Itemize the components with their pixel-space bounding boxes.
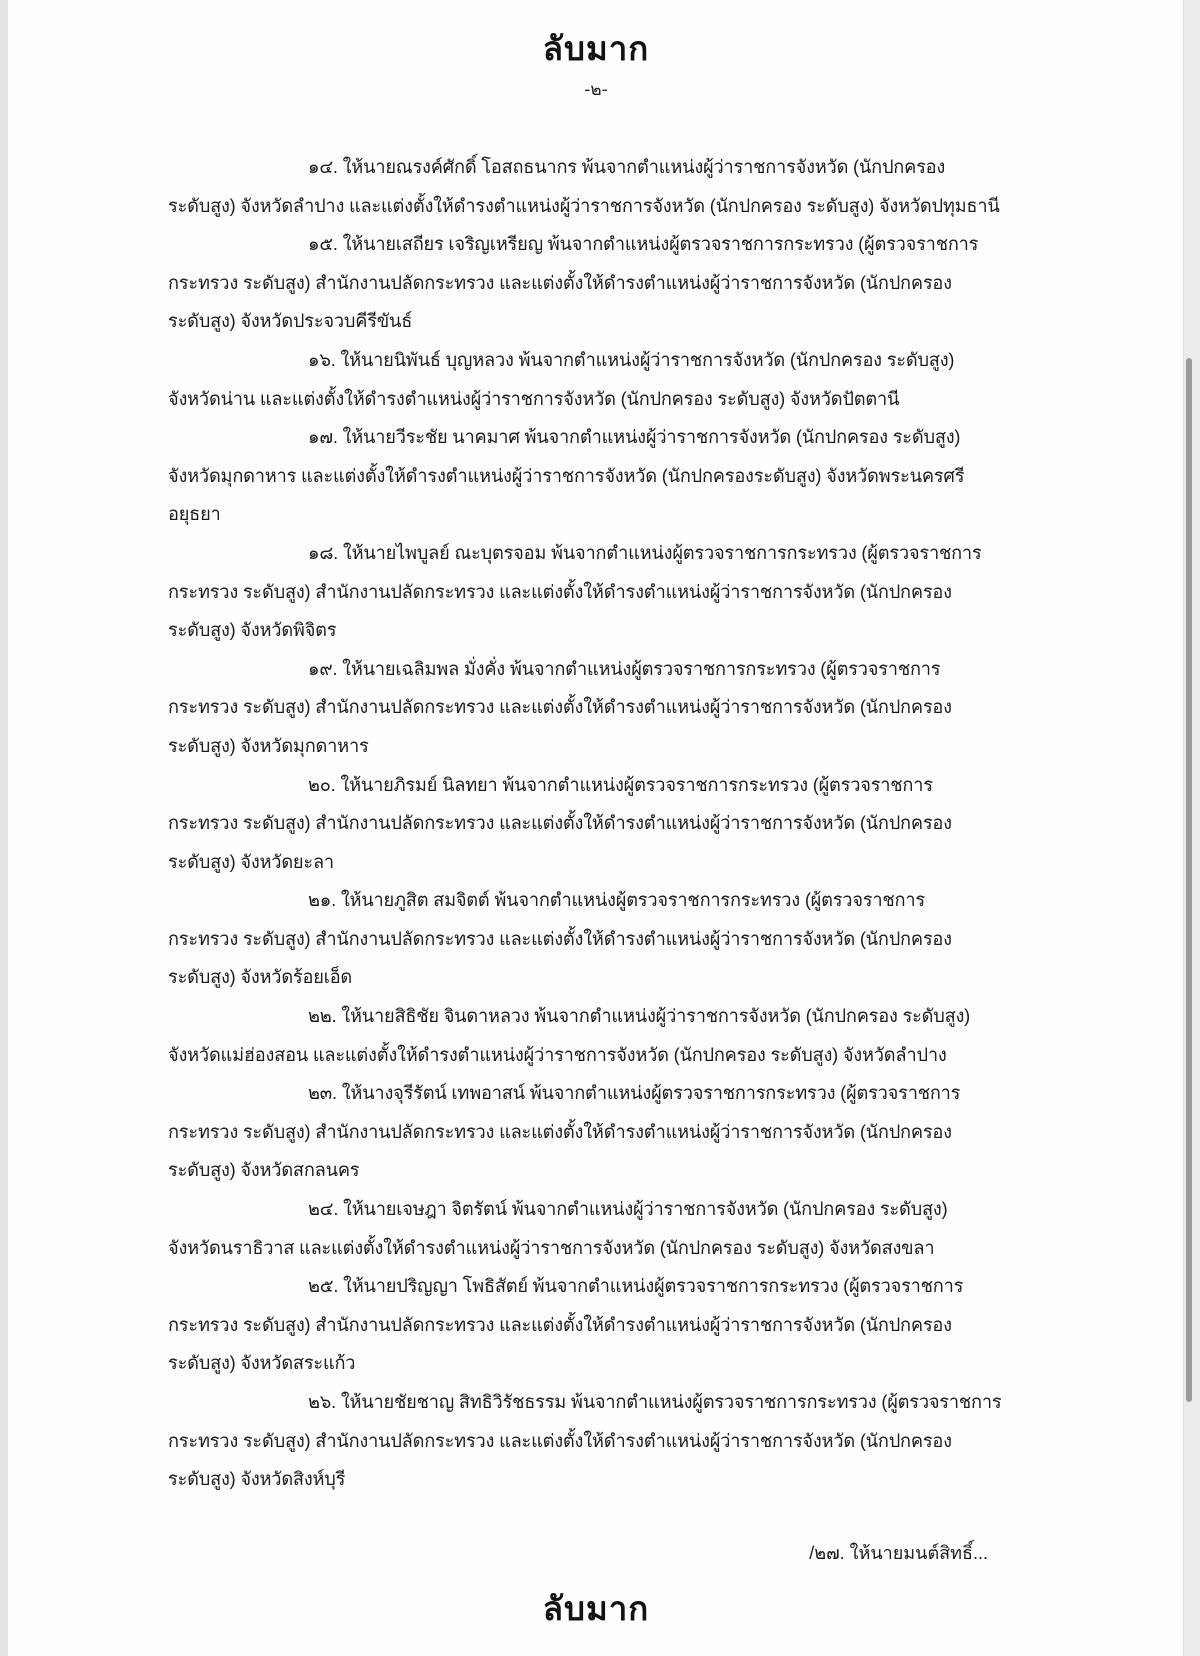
order-item-line: จังหวัดนราธิวาส และแต่งตั้งให้ดำรงตำแหน่งผู้ว่าราชการจังหวัด (นักปกครอง ระดับสูง) จังหวัดสงขลา: [168, 1237, 935, 1258]
left-viewer-margin: [0, 0, 8, 1656]
order-item: [168, 1074, 1086, 1190]
order-item-first-line: ๑๙. ให้นายเฉลิมพล มั่งคั่ง พ้นจากตำแหน่งผู้ตรวจราชการกระทรวง (ผู้ตรวจราชการ: [308, 658, 941, 679]
order-item-line: กระทรวง ระดับสูง) สำนักงานปลัดกระทรวง และแต่งตั้งให้ดำรงตำแหน่งผู้ว่าราชการจังหวัด (นักปกครอง: [168, 581, 952, 602]
order-item-line: กระทรวง ระดับสูง) สำนักงานปลัดกระทรวง และแต่งตั้งให้ดำรงตำแหน่งผู้ว่าราชการจังหวัด (นักปกครอง: [168, 1121, 952, 1142]
page-number: -๒-: [584, 80, 608, 100]
classification-footer: ลับมาก: [542, 1589, 650, 1628]
vertical-scrollbar[interactable]: [1183, 0, 1200, 1656]
order-item-first-line: ๒๑. ให้นายภูสิต สมจิตต์ พ้นจากตำแหน่งผู้ตรวจราชการกระทรวง (ผู้ตรวจราชการ: [308, 890, 925, 911]
order-item: [168, 1267, 1086, 1383]
classification-header: ลับมาก: [542, 29, 650, 68]
order-item-first-line: ๑๘. ให้นายไพบูลย์ ณะบุตรจอม พ้นจากตำแหน่งผู้ตรวจราชการกระทรวง (ผู้ตรวจราชการ: [308, 542, 982, 563]
order-item-line: กระทรวง ระดับสูง) สำนักงานปลัดกระทรวง และแต่งตั้งให้ดำรงตำแหน่งผู้ว่าราชการจังหวัด (นักปกครอง: [168, 697, 952, 718]
order-item-line: จังหวัดแม่ฮ่องสอน และแต่งตั้งให้ดำรงตำแหน่งผู้ว่าราชการจังหวัด (นักปกครอง ระดับสูง) จังหวัดลำปาง: [168, 1044, 947, 1065]
order-item-line: กระทรวง ระดับสูง) สำนักงานปลัดกระทรวง และแต่งตั้งให้ดำรงตำแหน่งผู้ว่าราชการจังหวัด (นักปกครอง: [168, 1430, 952, 1451]
order-item-line: ระดับสูง) จังหวัดลำปาง และแต่งตั้งให้ดำรงตำแหน่งผู้ว่าราชการจังหวัด (นักปกครอง ระดับสูง) จังหวัดปทุมธานี: [168, 195, 1000, 216]
order-item-first-line: ๑๔. ให้นายณรงค์ศักดิ์ โอสถธนากร พ้นจากตำแหน่งผู้ว่าราชการจังหวัด (นักปกครอง: [308, 157, 946, 177]
order-item-first-line: ๑๕. ให้นายเสถียร เจริญเหรียญ พ้นจากตำแหน่งผู้ตรวจราชการกระทรวง (ผู้ตรวจราชการ: [308, 234, 979, 255]
order-item: [168, 1383, 1086, 1499]
order-item-line: ระดับสูง) จังหวัดมุกดาหาร: [168, 735, 369, 756]
order-item-line: ระดับสูง) จังหวัดสระแก้ว: [168, 1353, 356, 1374]
order-item-first-line: ๒๔. ให้นายเจษฎา จิตรัตน์ พ้นจากตำแหน่งผู้ว่าราชการจังหวัด (นักปกครอง ระดับสูง): [308, 1199, 948, 1220]
order-item-line: ระดับสูง) จังหวัดร้อยเอ็ด: [168, 967, 353, 988]
order-item-line: ระดับสูง) จังหวัดสกลนคร: [168, 1160, 360, 1181]
order-item-line: อยุธยา: [168, 504, 221, 525]
order-item-first-line: ๒๐. ให้นายภิรมย์ นิลทยา พ้นจากตำแหน่งผู้ตรวจราชการกระทรวง (ผู้ตรวจราชการ: [308, 774, 933, 795]
order-item-first-line: ๒๕. ให้นายปริญญา โพธิสัตย์ พ้นจากตำแหน่งผู้ตรวจราชการกระทรวง (ผู้ตรวจราชการ: [308, 1276, 964, 1297]
order-item: [168, 534, 1086, 650]
order-item-line: กระทรวง ระดับสูง) สำนักงานปลัดกระทรวง และแต่งตั้งให้ดำรงตำแหน่งผู้ว่าราชการจังหวัด (นักปกครอง: [168, 1314, 952, 1335]
order-item: [168, 148, 1086, 225]
order-item-line: จังหวัดน่าน และแต่งตั้งให้ดำรงตำแหน่งผู้ว่าราชการจังหวัด (นักปกครอง ระดับสูง) จังหวัดปัตตานี: [168, 388, 900, 409]
order-item: [168, 650, 1086, 766]
order-item: [168, 418, 1086, 534]
order-item-line: จังหวัดมุกดาหาร และแต่งตั้งให้ดำรงตำแหน่งผู้ว่าราชการจังหวัด (นักปกครองระดับสูง) จังหวัดพระนครศรี: [168, 465, 965, 486]
order-item: [168, 1190, 1086, 1267]
order-item-first-line: ๑๗. ให้นายวีระชัย นาคมาศ พ้นจากตำแหน่งผู้ว่าราชการจังหวัด (นักปกครอง ระดับสูง): [308, 427, 961, 448]
order-item: [168, 341, 1086, 418]
document-page: [8, 0, 1184, 1656]
order-item-first-line: ๒๒. ให้นายสิธิชัย จินดาหลวง พ้นจากตำแหน่งผู้ว่าราชการจังหวัด (นักปกครอง ระดับสูง): [308, 1006, 971, 1027]
continuation-note: /๒๗. ให้นายมนต์สิทธิ์...: [809, 1543, 988, 1563]
order-item: [168, 225, 1086, 341]
order-item-line: กระทรวง ระดับสูง) สำนักงานปลัดกระทรวง และแต่งตั้งให้ดำรงตำแหน่งผู้ว่าราชการจังหวัด (นักปกครอง: [168, 928, 952, 949]
order-item-line: ระดับสูง) จังหวัดพิจิตร: [168, 620, 337, 641]
scrollbar-thumb[interactable]: [1186, 358, 1192, 1402]
order-item-first-line: ๒๓. ให้นางจุรีรัตน์ เทพอาสน์ พ้นจากตำแหน่งผู้ตรวจราชการกระทรวง (ผู้ตรวจราชการ: [308, 1083, 961, 1104]
order-item: [168, 881, 1086, 997]
order-item-first-line: ๒๖. ให้นายชัยชาญ สิทธิวิรัชธรรม พ้นจากตำแหน่งผู้ตรวจราชการกระทรวง (ผู้ตรวจราชการ: [308, 1392, 1002, 1412]
order-item-line: ระดับสูง) จังหวัดประจวบคีรีขันธ์: [168, 311, 413, 332]
document-body: [168, 148, 1086, 1499]
order-item-line: กระทรวง ระดับสูง) สำนักงานปลัดกระทรวง และแต่งตั้งให้ดำรงตำแหน่งผู้ว่าราชการจังหวัด (นักปกครอง: [168, 272, 952, 293]
order-item-line: ระดับสูง) จังหวัดยะลา: [168, 851, 334, 872]
order-item: [168, 997, 1086, 1074]
order-item-line: ระดับสูง) จังหวัดสิงห์บุรี: [168, 1469, 346, 1490]
order-item-line: กระทรวง ระดับสูง) สำนักงานปลัดกระทรวง และแต่งตั้งให้ดำรงตำแหน่งผู้ว่าราชการจังหวัด (นักปกครอง: [168, 813, 952, 834]
order-item-first-line: ๑๖. ให้นายนิพันธ์ บุญหลวง พ้นจากตำแหน่งผู้ว่าราชการจังหวัด (นักปกครอง ระดับสูง): [308, 349, 955, 370]
order-item: [168, 766, 1086, 882]
